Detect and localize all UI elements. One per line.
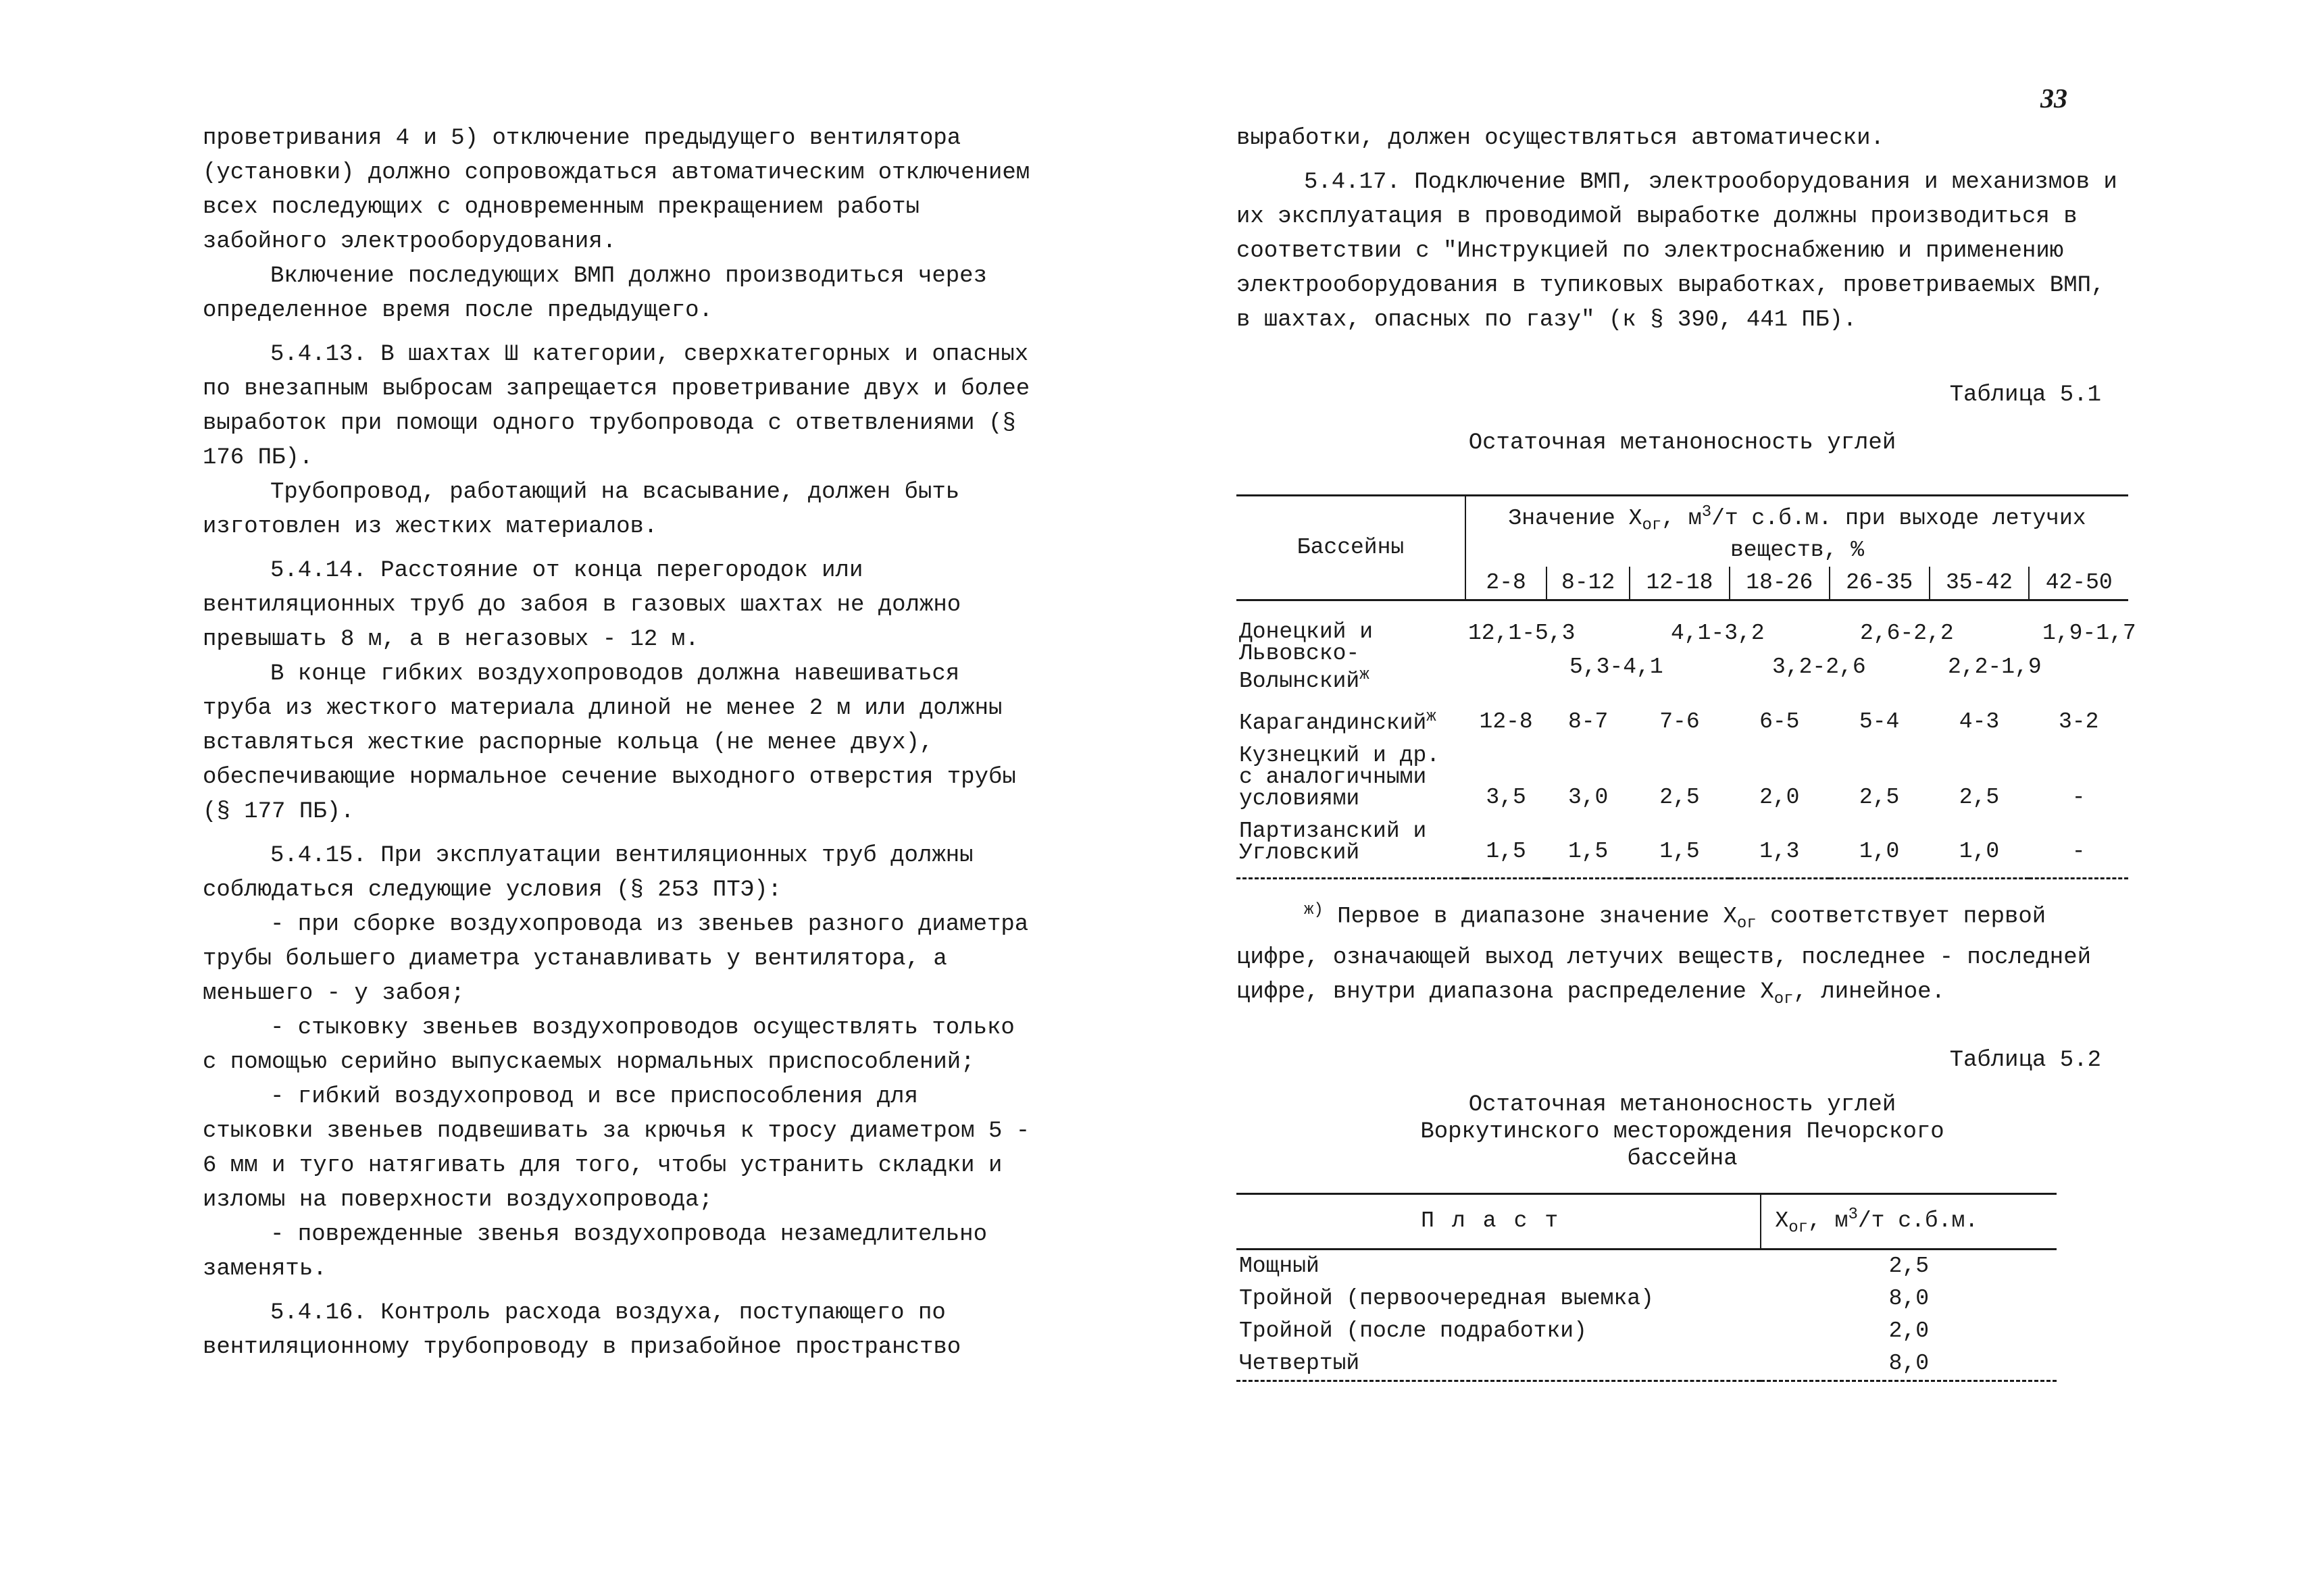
paragraph-5-4-16: 5.4.16. Контроль расхода воздуха, поступающего по вентиляционному трубопроводу в призабойное пространство: [203, 1300, 961, 1360]
table-cell: 2,2-1,9: [1948, 654, 2042, 679]
table-cell: 12-8: [1479, 709, 1533, 734]
paragraph: проветривания 4 и 5) отключение предыдущего вентилятора (установки) должно сопровождаться автоматическим отключением всех последующих с одновременным прекращением работы забойного электрооборудования.: [203, 126, 1030, 255]
table-cell: -: [2029, 815, 2128, 879]
table-cell: -: [2071, 784, 2086, 810]
left-page-text: [203, 122, 1034, 1365]
range-header: 35-42: [1930, 567, 2030, 600]
range-header: 12-18: [1630, 567, 1730, 600]
basin-name: Донецкий и Львовско-Волынский$^ж$: [1239, 619, 1374, 694]
range-header: 8-12: [1546, 567, 1630, 600]
header-basins: Бассейны: [1236, 496, 1465, 600]
page-number: 33: [2040, 83, 2067, 113]
basin-name: Партизанский и Угловский: [1236, 815, 1465, 879]
table-cell: 2,5: [1959, 784, 2000, 810]
paragraph-5-4-15: 5.4.15. При эксплуатации вентиляционных труб должны соблюдаться следующие условия (§ 253 ПТЭ):: [203, 843, 974, 903]
table-cell: 1,5: [1630, 815, 1730, 879]
table-label: Таблица 5.2: [1949, 1047, 2101, 1073]
table-cell: 5,3-4,1: [1569, 654, 1663, 679]
table-cell: 1,9-1,7: [2042, 620, 2136, 646]
table-row: [1236, 701, 2128, 740]
table-row: [1236, 815, 2128, 879]
table-cell: 2,5: [1888, 1254, 1930, 1279]
table-row: [1236, 1283, 2057, 1315]
right-page: [1236, 0, 2136, 1596]
seam-name: Четвертый: [1236, 1347, 1761, 1381]
list-item: - поврежденные звенья воздухопровода незамедлительно заменять.: [203, 1222, 987, 1282]
table-cell: 3,0: [1567, 784, 1609, 810]
table-row: [1236, 1315, 2057, 1347]
table-cell: 2,6-2,2: [1860, 620, 1954, 646]
range-header: 18-26: [1730, 567, 1830, 600]
table-cell: 8,0: [1761, 1347, 2057, 1381]
seam-name: Тройной (после подработки): [1239, 1318, 1587, 1344]
header-xog: $X_{ог}$, $м^3/т$ с.б.м.: [1761, 1193, 2057, 1250]
table-row-donetsk: [1236, 600, 2128, 701]
basin-name: Кузнецкий и др. с аналогичными условиями: [1239, 742, 1440, 811]
paragraph-5-4-13: 5.4.13. В шахтах Ш категории, сверхкатегорных и опасных по внезапным выбросам запрещается проветривание двух и более выработок при помощи одного трубопровода с ответвлениями (§ 176 ПБ).: [203, 342, 1030, 471]
list-item: - при сборке воздухопровода из звеньев разного диаметра трубы большего диаметра устанавливать у вентилятора, а меньшего - у забоя;: [203, 912, 1029, 1006]
list-item: - стыковку звеньев воздухопроводов осуществлять только с помощью серийно выпускаемых нормальных приспособлений;: [203, 1015, 1015, 1075]
metal-content-table: [1236, 494, 2136, 879]
paragraph: выработки, должен осуществляться автоматически.: [1236, 126, 1884, 151]
paragraph-5-4-14: 5.4.14. Расстояние от конца перегородок или вентиляционных труб до забоя в газовых шахтах не должно превышать 8 м, а в негазовых - 12 м.: [203, 558, 961, 652]
right-page-text: [1236, 122, 2136, 1382]
table-cell: 1,0: [1930, 815, 2030, 879]
table-cell: 3,5: [1486, 784, 1526, 810]
table-row: [1236, 740, 2128, 815]
table-cell: 3,2-2,6: [1772, 654, 1866, 679]
table-row: [1236, 1347, 2057, 1381]
table-cell: 5-4: [1859, 709, 1900, 734]
table-cell: 12,1-5,3: [1468, 620, 1576, 646]
table-cell: 1,3: [1730, 815, 1830, 879]
paragraph: В конце гибких воздухопроводов должна навешиваться труба из жесткого материала длиной не менее 2 м или должны вставляться жесткие распорные кольца (не менее двух), обеспечивающие нормальное сечение выходного отверстия трубы (§ 177 ПБ).: [203, 661, 1016, 825]
table-cell: 8-7: [1567, 709, 1609, 734]
table-title: Остаточная метаноносность углей: [1468, 430, 1896, 456]
table-cell: 2,0: [1759, 784, 1800, 810]
seam-name: Тройной (первоочередная выемка): [1239, 1286, 1654, 1312]
table-cell: 6-5: [1759, 709, 1800, 734]
table-cell: 7-6: [1659, 709, 1700, 734]
paragraph: Трубопровод, работающий на всасывание, должен быть изготовлен из жестких материалов.: [203, 480, 960, 540]
table-cell: 2,5: [1859, 784, 1900, 810]
table-label: Таблица 5.1: [1949, 382, 2101, 408]
paragraph-5-4-17: 5.4.17. Подключение ВМП, электрооборудования и механизмов и их эксплуатация в проводимой выработке должны производиться в соответствии с "Инструкцией по электроснабжению и применению электрооборудования в тупиковых выработках, проветриваемых ВМП, в шахтах, опасных по газу" (к § 390, 441 ПБ).: [1236, 170, 2117, 333]
table-cell: 8,0: [1888, 1286, 1930, 1312]
table-cell: 1,5: [1465, 815, 1546, 879]
table-cell: 1,5: [1546, 815, 1630, 879]
donetsk-values: [1465, 600, 2136, 701]
list-item: - гибкий воздухопровод и все приспособления для стыковки звеньев подвешивать за крючья к тросу диаметром 5 - 6 мм и туго натягивать для того, чтобы устранить складки и изломы на поверхности воздухопровода;: [203, 1084, 1030, 1213]
table-title: Остаточная метаноносность углей Воркутинского месторождения Печорского бассейна: [1420, 1091, 1944, 1172]
table-cell: 2,5: [1659, 784, 1700, 810]
table-cell: 4-3: [1959, 709, 2000, 734]
vorkuta-table: [1236, 1193, 2057, 1383]
table-row: [1236, 1250, 2057, 1283]
range-header: 26-35: [1830, 567, 1930, 600]
range-header: 2-8: [1465, 567, 1546, 600]
left-page: [203, 0, 1034, 1596]
table-footnote: $^{ж)}$ Первое в диапазоне значение $X_{ог}$ соответствует первой цифре, означающей выход летучих веществ, последнее - последней цифре, внутри диапазона распределение $X_{ог}$, линейное.: [1236, 900, 2092, 1008]
basin-name: Карагандинский$^ж$: [1239, 707, 1436, 736]
range-header: 42-50: [2029, 567, 2128, 600]
table-cell: 4,1-3,2: [1671, 620, 1765, 646]
paragraph: Включение последующих ВМП должно производиться через определенное время после предыдущего.: [203, 263, 987, 324]
table-cell: 3-2: [2058, 709, 2099, 734]
header-value: Значение $X_{ог}$, $м^3/т$ с.б.м. при выходе летучих веществ, %: [1465, 496, 2128, 567]
header-seam: Пласт: [1236, 1193, 1761, 1250]
seam-name: Мощный: [1239, 1254, 1319, 1279]
table-cell: 2,0: [1888, 1318, 1930, 1344]
table-cell: 1,0: [1830, 815, 1930, 879]
